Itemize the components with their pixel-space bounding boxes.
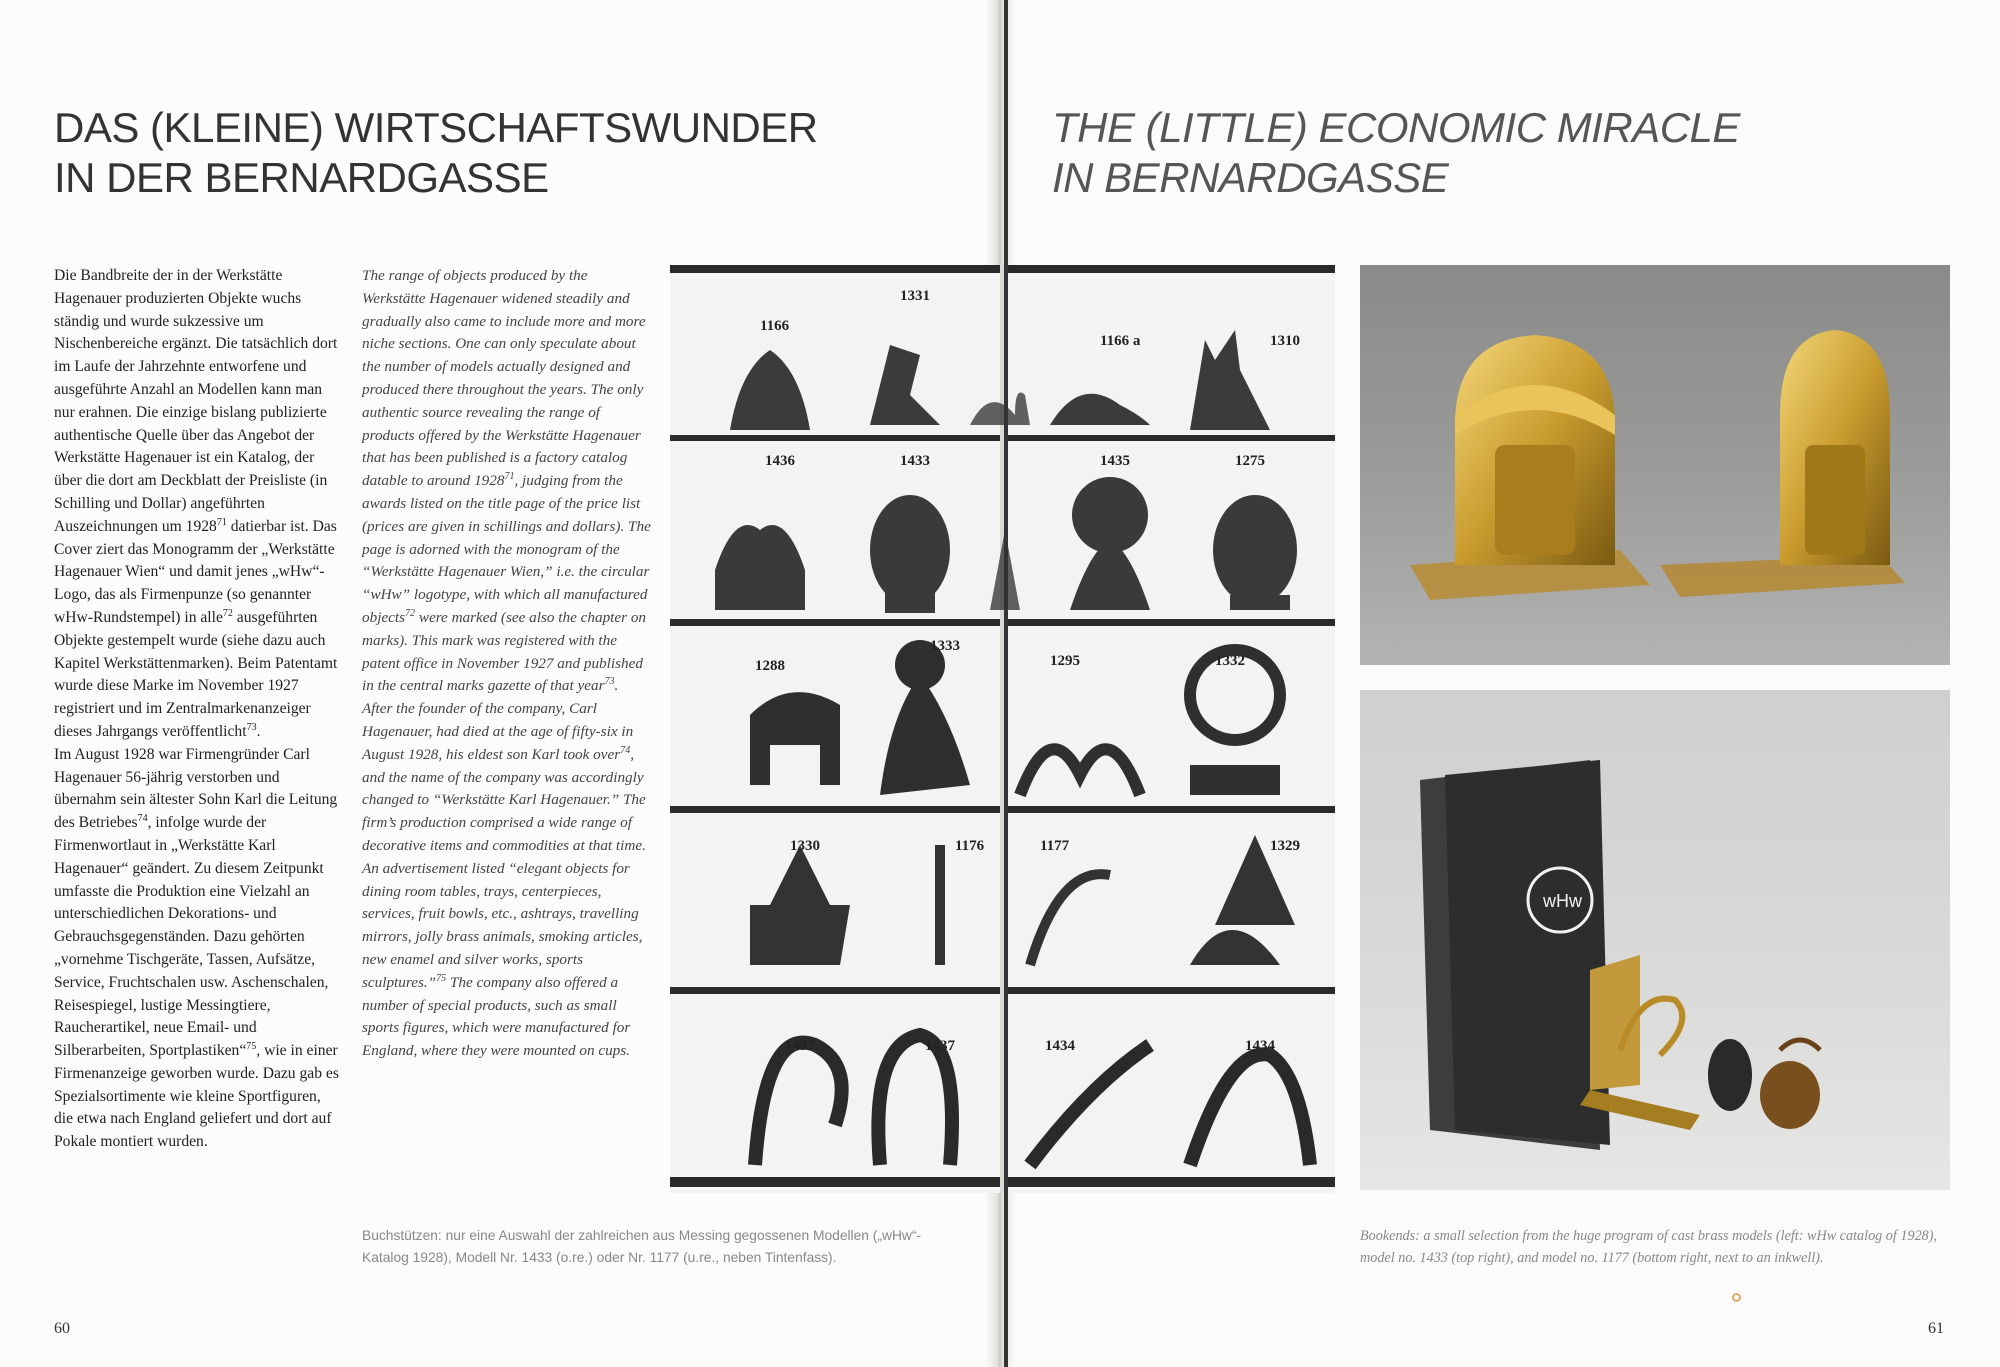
de-p1-c: ausgeführten Objekte gestempelt wurde (siehe dazu auch Kapitel Werkstättenmarken). Beim Patentamt wurde diese Marke im November 1927 registriert und im Zentralmarkenanzeiger dieses Jahrgangs veröffentlicht xyxy=(54,608,338,740)
catalog-and-bookend-photo-1177 xyxy=(1360,690,1950,1190)
catalog-label: 1166 xyxy=(760,318,790,334)
de-p2-a: Im August 1928 war Firmengründer Carl Hagenauer 56-jährig verstorben und übernahm sein ältester Sohn Karl die Leitung des Betriebes xyxy=(54,745,338,832)
footnote-ref: 74 xyxy=(137,812,148,824)
catalog-label: 1177 xyxy=(1040,838,1070,854)
catalog-label: 1330 xyxy=(790,838,820,854)
catalog-label: 1295 xyxy=(1050,653,1080,669)
photo-caption: Bookends: a small selection from the huge program of cast brass models (left: wHw catalog of 1928), model no. 1433 (top right), and model no. 1177 (bottom right, next to an inkwell). xyxy=(1360,1228,1938,1266)
bookend-figures-image xyxy=(1360,265,1950,665)
de-p2-c: , wie in einer Firmenanzeige geworben wurde. Dazu gab es Spezialsortimente wie kleine Sportfiguren, die etwa nach England geliefert und dort auf Pokale montiert wurden. xyxy=(54,1042,339,1151)
catalog-label: 1433 xyxy=(900,453,930,469)
footnote-ref: 72 xyxy=(222,607,233,619)
catalog-label: 1288 xyxy=(755,658,785,674)
catalog-label: 1434 xyxy=(1045,1038,1075,1054)
catalog-label: 1332 xyxy=(1215,653,1245,669)
catalog-label: 1333 xyxy=(930,638,960,654)
en-p1-d: . xyxy=(614,677,619,695)
footnote-ref: 73 xyxy=(246,721,257,733)
catalog-illustration xyxy=(670,265,1335,1193)
english-paragraph-2 xyxy=(362,698,652,1063)
bookends-photo-1433 xyxy=(1360,265,1950,665)
catalog-label: 1437 xyxy=(925,1038,955,1054)
english-paragraph-1 xyxy=(362,265,652,698)
catalog-label: 1176 xyxy=(955,838,985,854)
english-title-line-1: THE (LITTLE) ECONOMIC MIRACLE xyxy=(1052,104,1740,151)
de-p1-a: Die Bandbreite der in der Werkstätte Hagenauer produzierten Objekte wuchs ständig und wurde sukzessive um Nischenbereiche ergänzt. Die tatsächlich dort im Laufe der Jahrzehnte entworfene und ausgeführte Anzahl an Modellen kann man nur erahnen. Die einzige bislang publizierte authentische Quelle über das Angebot der Werkstätte Hagenauer ist ein Katalog, der über die dort am Deckblatt der Preisliste (in Schilling und Dollar) angeführten Auszeichnungen um 1928 xyxy=(54,267,338,535)
catalog-label: 1310 xyxy=(1270,333,1300,349)
english-title-line-2: IN BERNARDGASSE xyxy=(1052,154,1449,201)
footnote-ref: 71 xyxy=(504,471,515,483)
catalog-label: 1329 xyxy=(1270,838,1300,854)
gutter-binding-line xyxy=(1004,0,1008,1367)
en-p1-b: , judging from the awards listed on the title page of the price list (prices are given in schillings and dollars). The page is adorned with the monogram of the “Werkstätte Hagenauer Wien,” i.e. the circular “wHw” logotype, with which all manufactured objects xyxy=(362,472,651,626)
catalog-caption: Buchstützen: nur eine Auswahl der zahlreichen aus Messing gegossenen Modellen („wHw“-Katalog 1928), Modell Nr. 1433 (o.re.) oder Nr. 1177 (u.re., neben Tintenfass). xyxy=(362,1228,922,1265)
german-body-text xyxy=(54,265,339,1154)
en-p1-a: The range of objects produced by the Werkstätte Hagenauer widened steadily and gradually also came to include more and more niche sections. One can only speculate about the number of models actually designed and produced there throughout the years. The only authentic source revealing the range of products offered by the Werkstätte Hagenauer that has been published is a factory catalog datable to around 1928 xyxy=(362,267,646,490)
en-p2-a: After the founder of the company, Carl Hagenauer, had died at the age of fifty-six in August 1928, his eldest son Karl took over xyxy=(362,700,634,763)
en-p2-c: The company also offered a number of special products, such as small sports figures, which were manufactured for England, where they were mounted on cups. xyxy=(362,973,631,1060)
de-p1-d: . xyxy=(256,722,261,740)
german-title-line-1: DAS (KLEINE) WIRTSCHAFTSWUNDER xyxy=(54,104,818,151)
german-paragraph-1 xyxy=(54,265,339,744)
german-title-line-2: IN DER BERNARDGASSE xyxy=(54,154,549,201)
footnote-ref: 72 xyxy=(405,607,416,619)
catalog-book-image xyxy=(1360,690,1950,1190)
german-title xyxy=(54,103,818,203)
catalog-label: 1166 a xyxy=(1100,333,1141,349)
english-body-text xyxy=(362,265,652,1063)
catalog-label: 1434 xyxy=(1245,1038,1275,1054)
catalog-page-photo xyxy=(670,265,1335,1193)
page-number-left: 60 xyxy=(54,1320,70,1337)
catalog-label: 1437 xyxy=(785,1038,815,1054)
german-paragraph-2 xyxy=(54,744,339,1154)
footnote-ref: 74 xyxy=(620,744,631,756)
de-p1-b: datierbar ist. Das Cover ziert das Monogramm der „Werkstätte Hagenauer Wien“ und damit jenes „wHw“-Logo, das als Firmenpunze (so genannter wHw-Rundstempel) in alle xyxy=(54,517,337,626)
orange-marker-dot xyxy=(1732,1293,1741,1302)
de-p2-b: , infolge wurde der Firmenwortlaut in „Werkstätte Karl Hagenauer“ geändert. Zu diesem Zeitpunkt umfasste die Produktion eine Vielzahl an unterschiedlichen Dekorations- und Gebrauchsgegenständen. Dazu gehörten „vornehme Tischgeräte, Tassen, Aufsätze, Service, Fruchtschalen usw. Aschenschalen, Reisespiegel, lustige Messingtiere, Raucherartikel, neue Email- und Silberarbeiten, Sportplastiken“ xyxy=(54,814,329,1060)
catalog-label: 1275 xyxy=(1235,453,1265,469)
catalog-label: 1436 xyxy=(765,453,795,469)
en-p2-b: , and the name of the company was accordingly changed to “Werkstätte Karl Hagenauer.” The firm’s production comprised a wide range of decorative items and commodities at that time. An advertisement listed “elegant objects for dining room tables, trays, centerpieces, services, fruit bowls, etc., ashtrays, travelling mirrors, jolly brass animals, smoking articles, new enamel and silver works, sports sculptures.” xyxy=(362,745,646,991)
footnote-ref: 73 xyxy=(604,676,615,688)
catalog-label: 1435 xyxy=(1100,453,1130,469)
footnote-ref: 75 xyxy=(246,1040,257,1052)
catalog-label: 1331 xyxy=(900,288,930,304)
en-p1-c: were marked (see also the chapter on marks). This mark was registered with the patent office in November 1927 and published in the central marks gazette of that year xyxy=(362,608,647,695)
whw-logo: wHw xyxy=(1543,891,1582,911)
footnote-ref: 71 xyxy=(216,516,227,528)
english-title xyxy=(1052,103,1740,203)
footnote-ref: 75 xyxy=(436,972,447,984)
page-number-right: 61 xyxy=(1928,1320,1944,1337)
